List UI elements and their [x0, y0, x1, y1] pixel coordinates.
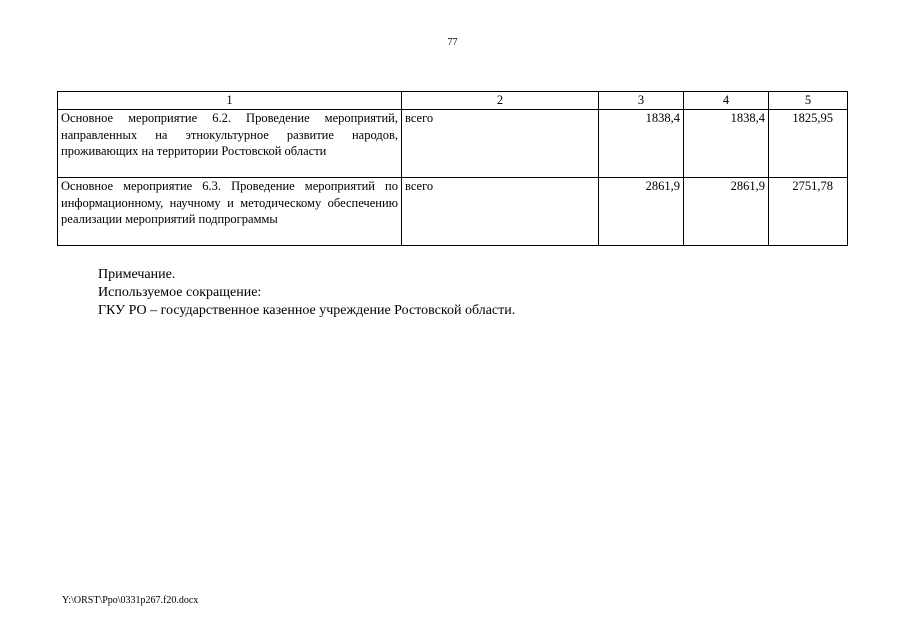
activity-name-cell — [58, 110, 402, 178]
table-row — [58, 178, 848, 246]
value-col-5: 2751,78 — [769, 178, 848, 246]
table-row — [58, 110, 848, 178]
activity-name: Основное мероприятие 6.2. Проведение мероприятий, направленных на этнокультурное развитие народов, проживающих на территории Ростовской области — [61, 111, 398, 158]
value-col-3: 2861,9 — [599, 178, 684, 246]
file-path-footer: Y:\ORST\Ppo\0331p267.f20.docx — [62, 595, 199, 606]
value-col-4: 1838,4 — [684, 110, 769, 178]
header-col-4: 4 — [684, 92, 769, 110]
header-col-3: 3 — [599, 92, 684, 110]
header-col-1: 1 — [58, 92, 402, 110]
value-col-3: 1838,4 — [599, 110, 684, 178]
value-col-4: 2861,9 — [684, 178, 769, 246]
notes-block — [98, 266, 515, 320]
activity-name-cell — [58, 178, 402, 246]
abbreviation-intro: Используемое сокращение: — [98, 285, 262, 300]
funding-table — [57, 91, 848, 246]
table-header-row — [58, 92, 848, 110]
abbreviation-gku-ro: ГКУ РО – государственное казенное учреждение Ростовской области. — [98, 303, 516, 318]
notes-title: Примечание. — [98, 267, 176, 282]
header-col-2: 2 — [402, 92, 599, 110]
funding-source-cell: всего — [402, 178, 599, 246]
funding-source-cell: всего — [402, 110, 599, 178]
page-number: 77 — [447, 37, 458, 48]
header-col-5: 5 — [769, 92, 848, 110]
value-col-5: 1825,95 — [769, 110, 848, 178]
activity-name: Основное мероприятие 6.3. Проведение мероприятий по информационному, научному и методическому обеспечению реализации мероприятий подпрограммы — [61, 179, 398, 226]
